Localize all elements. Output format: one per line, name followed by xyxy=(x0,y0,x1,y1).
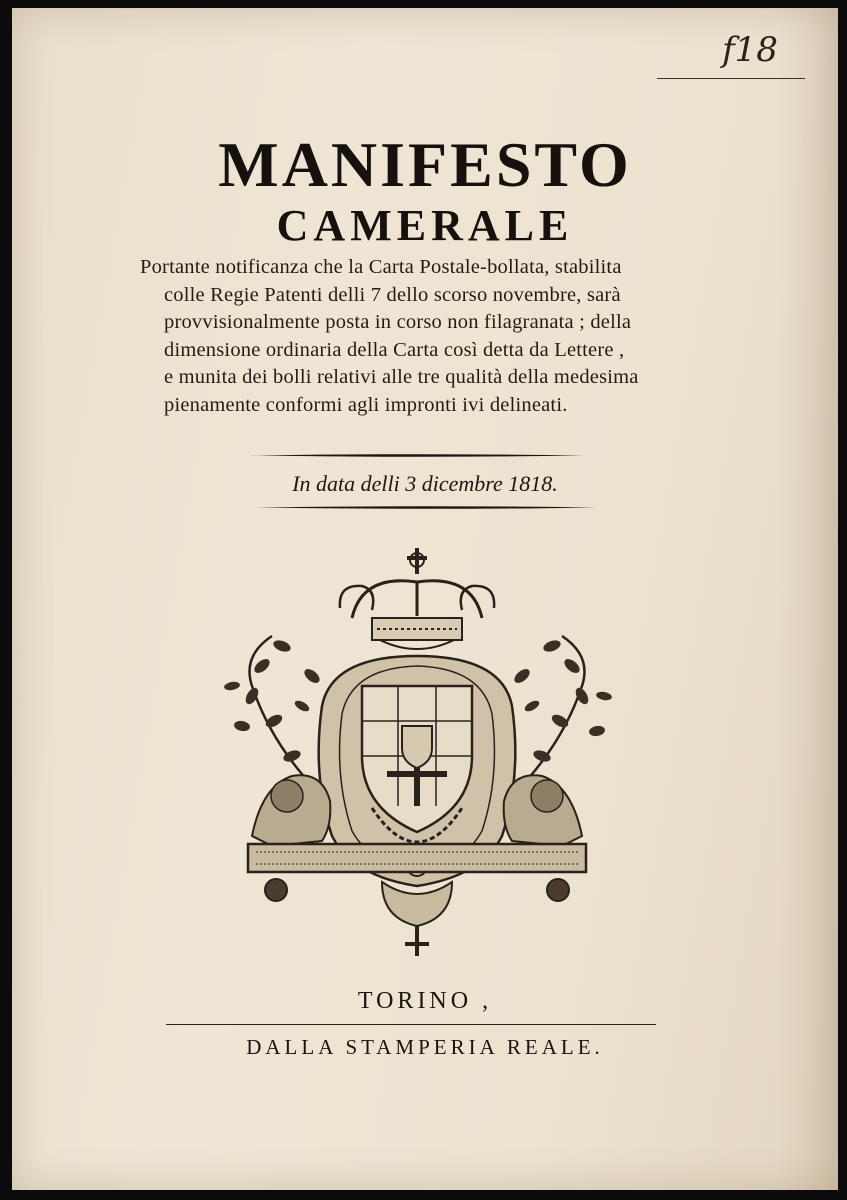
body-line: provvisionalmente posta in corso non filagranata ; della xyxy=(164,311,632,334)
royal-coat-of-arms-icon xyxy=(212,546,622,964)
body-line: dimensione ordinaria della Carta così detta da Lettere , xyxy=(164,338,625,361)
place-of-printing: TORINO , xyxy=(357,988,493,1014)
printer-divider xyxy=(166,1024,656,1025)
shelfmark-underline xyxy=(657,78,805,79)
body-line: e munita dei bolli relativi alle tre qualità della medesima xyxy=(164,366,639,389)
date-line: In data delli 3 dicembre 1818. xyxy=(292,471,558,496)
body-line: Portante notificanza che la Carta Postale-bollata, stabilita xyxy=(140,256,622,278)
body-line: pienamente conformi agli impronti ivi delineati. xyxy=(164,393,568,416)
shelfmark-annotation: f18 xyxy=(722,30,778,70)
body-paragraph xyxy=(140,254,730,420)
title-camerale: CAMERALE xyxy=(276,201,574,250)
title-manifesto: MANIFESTO xyxy=(218,129,632,200)
ornamental-rule-top xyxy=(250,454,584,457)
document-page xyxy=(12,8,838,1190)
body-line: colle Regie Patenti delli 7 dello scorso novembre, sarà xyxy=(164,283,621,306)
ornamental-rule-bottom xyxy=(256,506,596,509)
printer-name: DALLA STAMPERIA REALE. xyxy=(246,1035,604,1059)
